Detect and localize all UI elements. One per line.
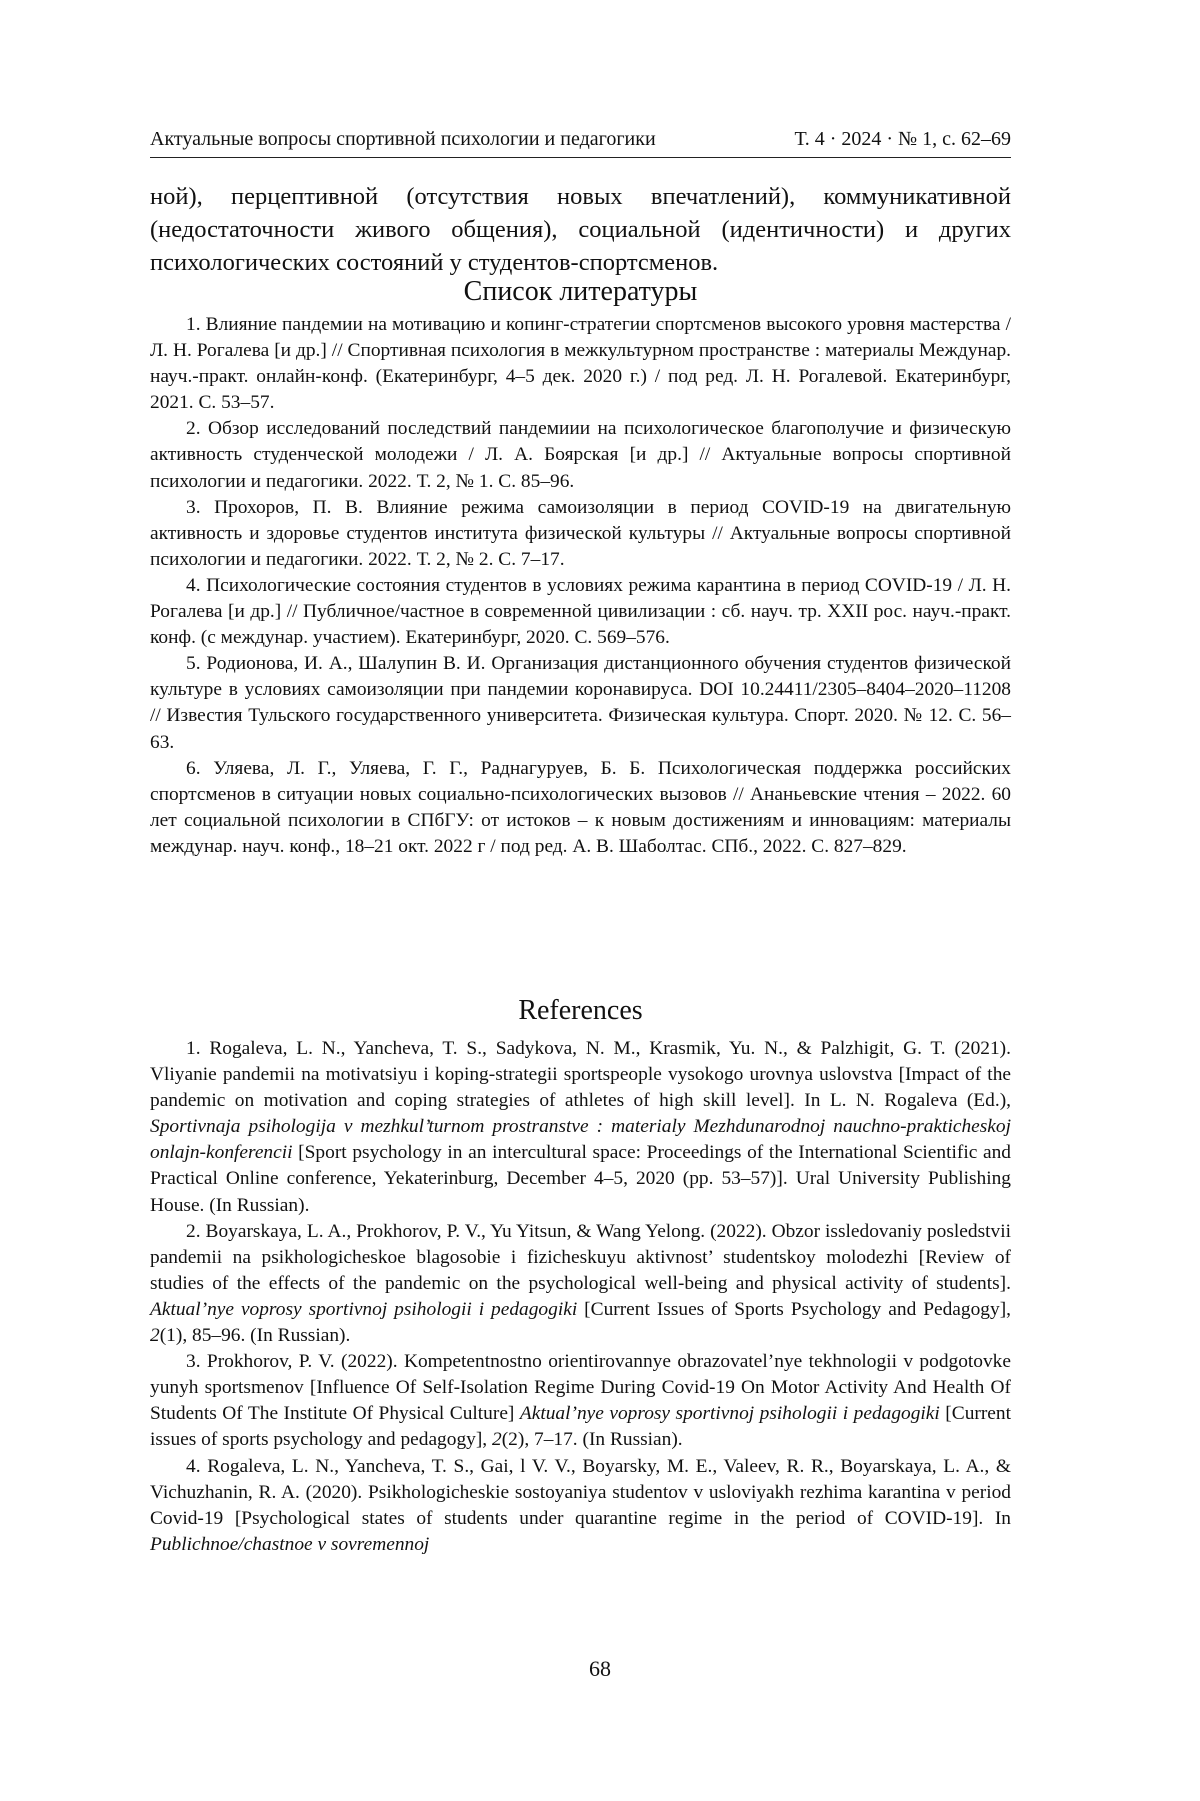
- en-reference-item: [150, 1349, 1011, 1453]
- ref-text: 1. Rogaleva, L. N., Yancheva, T. S., Sadykova, N. M., Krasmik, Yu. N., & Palzhigit, G. T. (2021). Vliyanie pandemii na motivatsiyu i koping-strategii sportspeople vysokogo urovnya uslovstva [Impact of the pandemic on motivation and coping strategies of athletes of high skill level]. In L. N. Rogaleva (Ed.),: [150, 1038, 1011, 1112]
- issue-info: Т. 4 · 2024 · № 1, с. 62–69: [794, 128, 1011, 150]
- ref-italic-title: Publichnoe/chastnoe v sovremennoj: [150, 1533, 430, 1555]
- ref-text: [Current issues of sports psychology and pedagogy],: [150, 1403, 1012, 1451]
- ref-italic-title: Sportivnaja psihologija v mezhkul’turnom prostranstve : materialy Mezhdunarodnoj nauchno-prakticheskoj onlajn-konferencii: [150, 1116, 1011, 1164]
- intro-paragraph: ной), перцептивной (отсутствия новых впечатлений), коммуникативной (недостаточности живого общения), социальной (идентичности) и других психологических состояний у студентов-спортсменов.: [150, 183, 1011, 276]
- ref-volume: 2: [150, 1325, 160, 1347]
- ref-text: (1), 85–96. (In Russian).: [159, 1325, 351, 1347]
- ref-italic-title: Aktual’nye voprosy sportivnoj psihologii i pedagogiki: [150, 1298, 578, 1320]
- page-number: 68: [589, 1656, 611, 1681]
- ref-italic-title: Aktual’nye voprosy sportivnoj psihologii i pedagogiki: [519, 1403, 940, 1425]
- ru-reference-item: 1. Влияние пандемии на мотивацию и копинг-стратегии спортсменов высокого уровня мастерства / Л. Н. Рогалева [и др.] // Спортивная психология в межкультурном пространстве : материалы Междунар. науч.-практ. онлайн-конф. (Екатеринбург, 4–5 дек. 2020 г.) / под ред. Л. Н. Рогалевой. Екатеринбург, 2021. С. 53–57.: [150, 314, 1011, 414]
- ru-reference-item: 6. Уляева, Л. Г., Уляева, Г. Г., Раднагуруев, Б. Б. Психологическая поддержка российских спортсменов в ситуации новых социально-психологических вызовов // Ананьевские чтения – 2022. 60 лет социальной психологии в СПбГУ: от истоков – к новым достижениям и инновациям: материалы междунар. науч. конф., 18–21 окт. 2022 г / под ред. А. В. Шаболтас. СПб., 2022. С. 827–829.: [150, 757, 1011, 857]
- ref-text: 3. Prokhorov, P. V. (2022). Kompetentnostno orientirovannye obrazovatel’nye tekhnologii v podgotovke yunyh sportsmenov [Influence Of Self-Isolation Regime During Covid-19 On Motor Activity And Health Of Students Of The Institute Of Physical Culture]: [150, 1351, 1011, 1425]
- ru-reference-item: 4. Психологические состояния студентов в условиях режима карантина в период COVID-19 / Л. Н. Рогалева [и др.] // Публичное/частное в современной цивилизации : сб. науч. тр. XXII рос. науч.-практ. конф. (с междунар. участием). Екатеринбург, 2020. С. 569–576.: [150, 574, 1011, 649]
- ref-text: [Sport psychology in an intercultural space: Proceedings of the International Scientific and Practical Online conference, Yekaterinburg, December 4–5, 2020 (pp. 53–57)]. Ural University Publishing House. (In Russian).: [150, 1142, 1011, 1216]
- running-header: [150, 128, 1011, 158]
- en-reference-item: [150, 1454, 1011, 1558]
- ref-volume: 2: [492, 1429, 502, 1451]
- en-reference-item: [150, 1036, 1011, 1219]
- en-references-list: [150, 1036, 1011, 1558]
- journal-title: Актуальные вопросы спортивной психологии и педагогики: [150, 128, 656, 150]
- en-references-title: References: [518, 995, 643, 1026]
- ref-text: 2. Boyarskaya, L. A., Prokhorov, P. V., Yu Yitsun, & Wang Yelong. (2022). Obzor issledovaniy posledstvii pandemii na psikhologicheskoe blagosobie i fizicheskuyu aktivnost’ studentskoy molodezhi [Review of studies of the effects of the pandemic on the psychological well-being and physical activity of students].: [150, 1220, 1011, 1294]
- ru-reference-item: 5. Родионова, И. А., Шалупин В. И. Организация дистанционного обучения студентов физической культуре в условиях самоизоляции при пандемии коронавируса. DOI 10.24411/2305–8404–2020–11208 // Известия Тульского государственного университета. Физическая культура. Спорт. 2020. № 12. С. 56–63.: [150, 653, 1011, 753]
- ref-text: (2), 7–17. (In Russian).: [501, 1429, 683, 1451]
- ru-references-list: [150, 312, 1011, 860]
- ref-text: 4. Rogaleva, L. N., Yancheva, T. S., Gai, l V. V., Boyarsky, M. E., Valeev, R. R., Boyarskaya, L. A., & Vichuzhanin, R. A. (2020). Psikhologicheskie sostoyaniya studentov v usloviyakh rezhima karantina v period Covid-19 [Psychological states of students under quarantine regime in the period of COVID-19]. In: [150, 1455, 1011, 1529]
- en-reference-item: [150, 1219, 1011, 1349]
- ref-text: [Current Issues of Sports Psychology and Pedagogy],: [577, 1298, 1012, 1320]
- ru-reference-item: 2. Обзор исследований последствий пандемиии на психологическое благополучие и физическую активность студенческой молодежи / Л. А. Боярская [и др.] // Актуальные вопросы спортивной психологии и педагогики. 2022. Т. 2, № 1. С. 85–96.: [150, 418, 1011, 492]
- ru-reference-item: 3. Прохоров, П. В. Влияние режима самоизоляции в период COVID-19 на двигательную активность и здоровье студентов института физической культуры // Актуальные вопросы спортивной психологии и педагогики. 2022. Т. 2, № 2. С. 7–17.: [150, 496, 1011, 570]
- ru-references-title: Список литературы: [463, 276, 698, 307]
